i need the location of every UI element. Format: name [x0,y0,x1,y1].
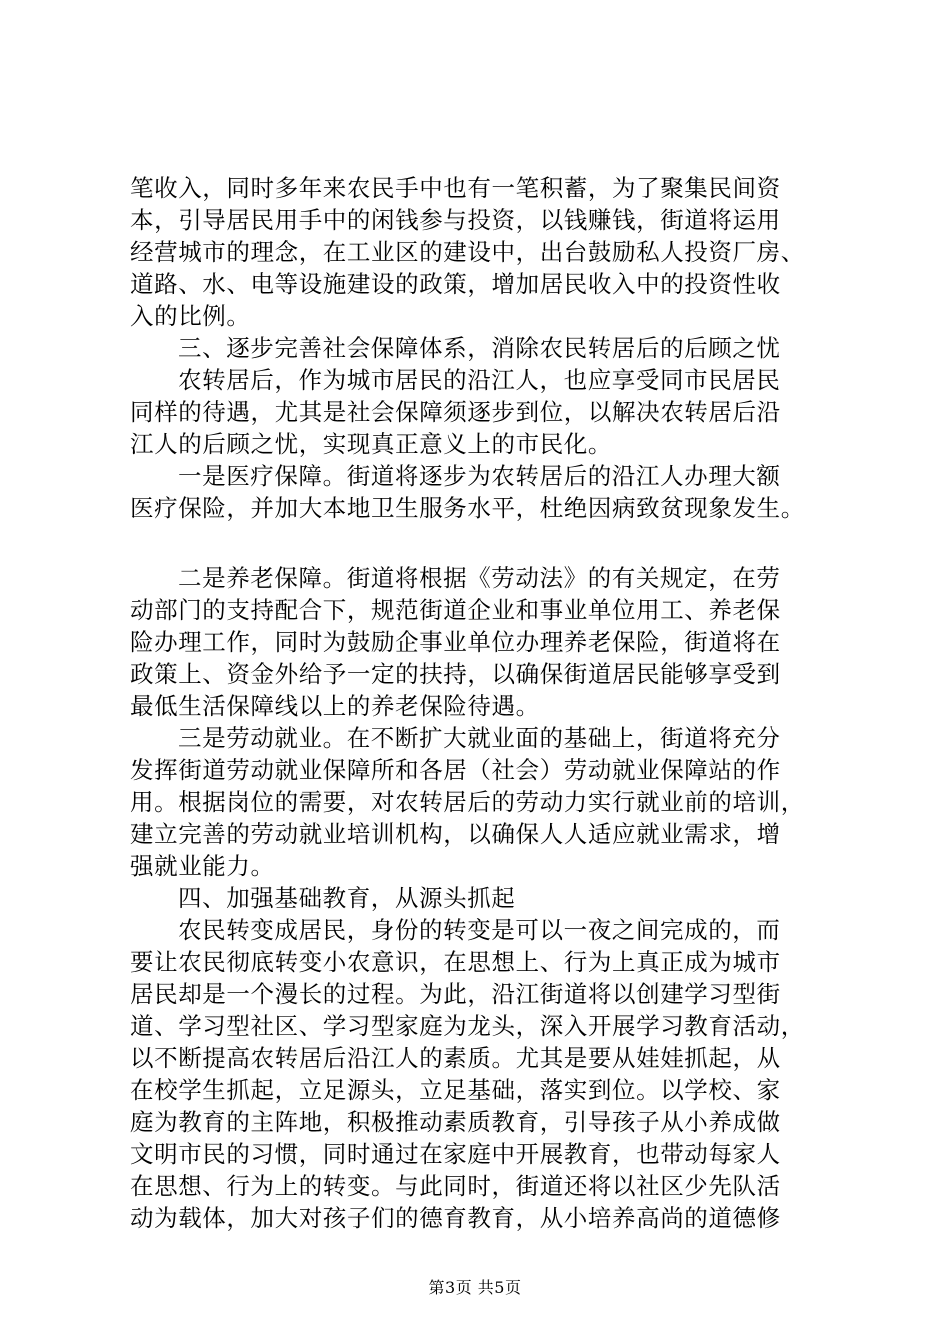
section-heading: 四、加强基础教育，从源头抓起 [178,884,516,912]
text-line: 要让农民彻底转变小农意识，在思想上、行为上真正成为城市 [130,948,781,976]
text-line: 动部门的支持配合下，规范街道企业和事业单位用工、养老保 [130,596,781,624]
text-line: 道、学习型社区、学习型家庭为龙头，深入开展学习教育活动， [130,1012,805,1040]
text-line: 农民转变成居民，身份的转变是可以一夜之间完成的，而 [178,916,781,944]
text-line: 以不断提高农转居后沿江人的素质。尤其是要从娃娃抓起，从 [130,1044,781,1072]
text-line: 在思想、行为上的转变。与此同时，街道还将以社区少先队活 [130,1172,781,1200]
page-number-footer: 第3页 共5页 [428,1278,522,1297]
text-line: 用。根据岗位的需要，对农转居后的劳动力实行就业前的培训， [130,788,805,816]
document-body [130,172,850,1234]
text-line: 江人的后顾之忧，实现真正意义上的市民化。 [130,430,612,458]
text-line: 居民却是一个漫长的过程。为此，沿江街道将以创建学习型街 [130,980,781,1008]
text-line: 在校学生抓起，立足源头，立足基础，落实到位。以学校、家 [130,1076,781,1104]
text-line: 动为载体，加大对孩子们的德育教育，从小培养高尚的道德修 [130,1204,781,1232]
text-line: 险办理工作，同时为鼓励企事业单位办理养老保险，街道将在 [130,628,781,656]
text-line: 农转居后，作为城市居民的沿江人，也应享受同市民居民 [178,366,781,394]
text-line: 一是医疗保障。街道将逐步为农转居后的沿江人办理大额 [178,462,781,490]
text-line: 政策上、资金外给予一定的扶持，以确保街道居民能够享受到 [130,660,781,688]
text-line: 经营城市的理念，在工业区的建设中，出台鼓励私人投资厂房、 [130,238,805,266]
text-line: 道路、水、电等设施建设的政策，增加居民收入中的投资性收 [130,270,781,298]
text-line: 同样的待遇，尤其是社会保障须逐步到位，以解决农转居后沿 [130,398,781,426]
text-line: 本，引导居民用手中的闲钱参与投资，以钱赚钱，街道将运用 [130,206,781,234]
section-heading: 三、逐步完善社会保障体系，消除农民转居后的后顾之忧 [178,334,781,362]
text-line: 三是劳动就业。在不断扩大就业面的基础上，街道将充分 [178,724,781,752]
text-line: 二是养老保障。街道将根据《劳动法》的有关规定，在劳 [178,564,781,592]
text-line: 强就业能力。 [130,852,275,880]
text-line: 文明市民的习惯，同时通过在家庭中开展教育，也带动每家人 [130,1140,781,1168]
text-line: 笔收入，同时多年来农民手中也有一笔积蓄，为了聚集民间资 [130,174,781,202]
text-line: 医疗保险，并加大本地卫生服务水平，杜绝因病致贫现象发生。 [130,494,805,522]
text-line: 最低生活保障线以上的养老保险待遇。 [130,692,540,720]
paragraph-gap [130,524,850,562]
text-line: 建立完善的劳动就业培训机构，以确保人人适应就业需求，增 [130,820,781,848]
text-line: 入的比例。 [130,302,251,330]
text-line: 庭为教育的主阵地，积极推动素质教育，引导孩子从小养成做 [130,1108,781,1136]
text-line: 发挥街道劳动就业保障所和各居（社会）劳动就业保障站的作 [130,756,781,784]
